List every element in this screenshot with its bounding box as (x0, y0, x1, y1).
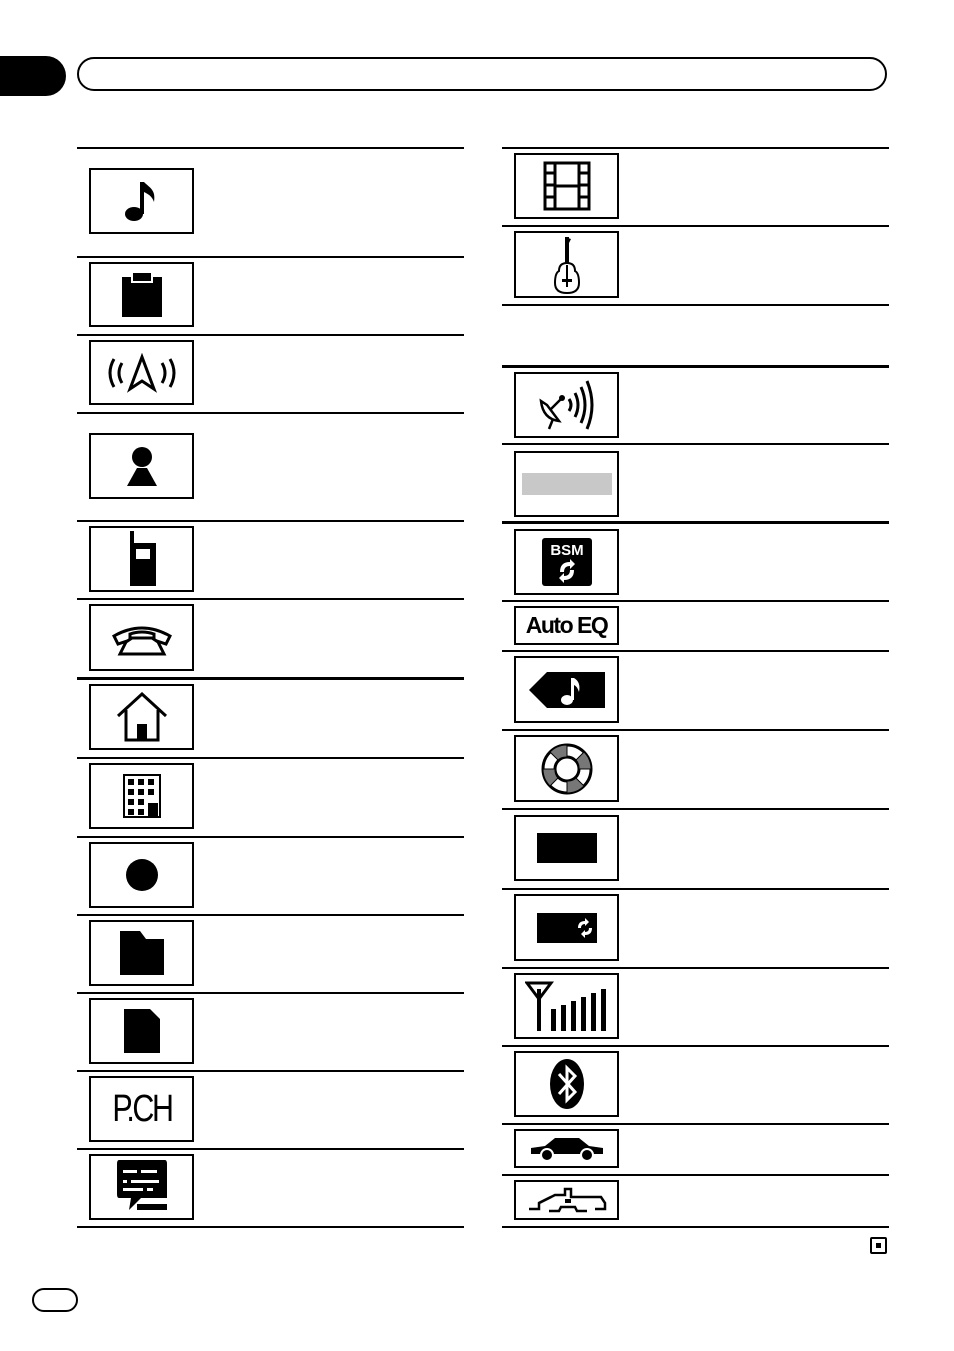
car-icon (514, 1129, 619, 1168)
row-divider (77, 836, 464, 838)
dot-icon (89, 842, 194, 908)
mobile-phone-icon (89, 526, 194, 592)
page-number-badge (32, 1288, 78, 1312)
row-divider (77, 412, 464, 414)
guitar-icon (514, 231, 619, 298)
row-divider (502, 225, 889, 227)
film-strip-icon (514, 153, 619, 219)
music-tag-icon (514, 656, 619, 723)
end-of-section-mark (870, 1237, 887, 1254)
table-top-rule-right-2 (502, 365, 889, 368)
row-divider (77, 598, 464, 600)
row-divider (77, 757, 464, 759)
black-bar-icon (514, 815, 619, 881)
bsm-icon (514, 529, 619, 595)
satellite-broadcast-icon (514, 372, 619, 438)
row-divider (502, 443, 889, 445)
auto-eq-icon (514, 606, 619, 645)
bsm-label: BSM (549, 542, 584, 559)
row-divider (502, 650, 889, 652)
telephone-icon (89, 604, 194, 671)
message-icon (89, 1154, 194, 1220)
navigation-voice-icon (89, 340, 194, 405)
folder-icon (89, 920, 194, 986)
row-divider (502, 808, 889, 810)
vehicle-outline-icon (514, 1180, 619, 1220)
section-tab (0, 56, 66, 96)
row-divider (77, 1148, 464, 1150)
row-divider (77, 520, 464, 522)
row-divider (77, 992, 464, 994)
lifebuoy-icon (514, 735, 619, 802)
black-bar-repeat-icon (514, 894, 619, 961)
row-divider (502, 521, 889, 524)
row-divider (77, 334, 464, 336)
preset-channel-label: P.CH (111, 1088, 172, 1130)
row-divider (77, 1070, 464, 1072)
row-divider (502, 1174, 889, 1176)
table-bottom-rule-right-2 (502, 1226, 889, 1228)
row-divider (502, 1123, 889, 1125)
home-icon (89, 684, 194, 750)
table-top-rule-right (502, 147, 889, 149)
table-top-rule-left (77, 147, 464, 149)
person-icon (89, 433, 194, 499)
row-divider (77, 256, 464, 258)
table-bottom-rule-left (77, 1226, 464, 1228)
row-divider (77, 677, 464, 680)
row-divider (77, 914, 464, 916)
gray-bar-icon (514, 451, 619, 517)
file-icon (89, 998, 194, 1064)
preset-channel-icon (89, 1076, 194, 1142)
header-bar (77, 57, 887, 91)
row-divider (502, 888, 889, 890)
signal-strength-icon (514, 973, 619, 1039)
clipboard-icon (89, 262, 194, 327)
row-divider (502, 967, 889, 969)
row-divider (502, 1045, 889, 1047)
bluetooth-icon (514, 1051, 619, 1117)
office-building-icon (89, 763, 194, 829)
row-divider (502, 729, 889, 731)
table-bottom-rule-right-1 (502, 304, 889, 306)
row-divider (502, 600, 889, 602)
auto-eq-label: Auto EQ (525, 612, 608, 638)
music-note-icon (89, 168, 194, 234)
